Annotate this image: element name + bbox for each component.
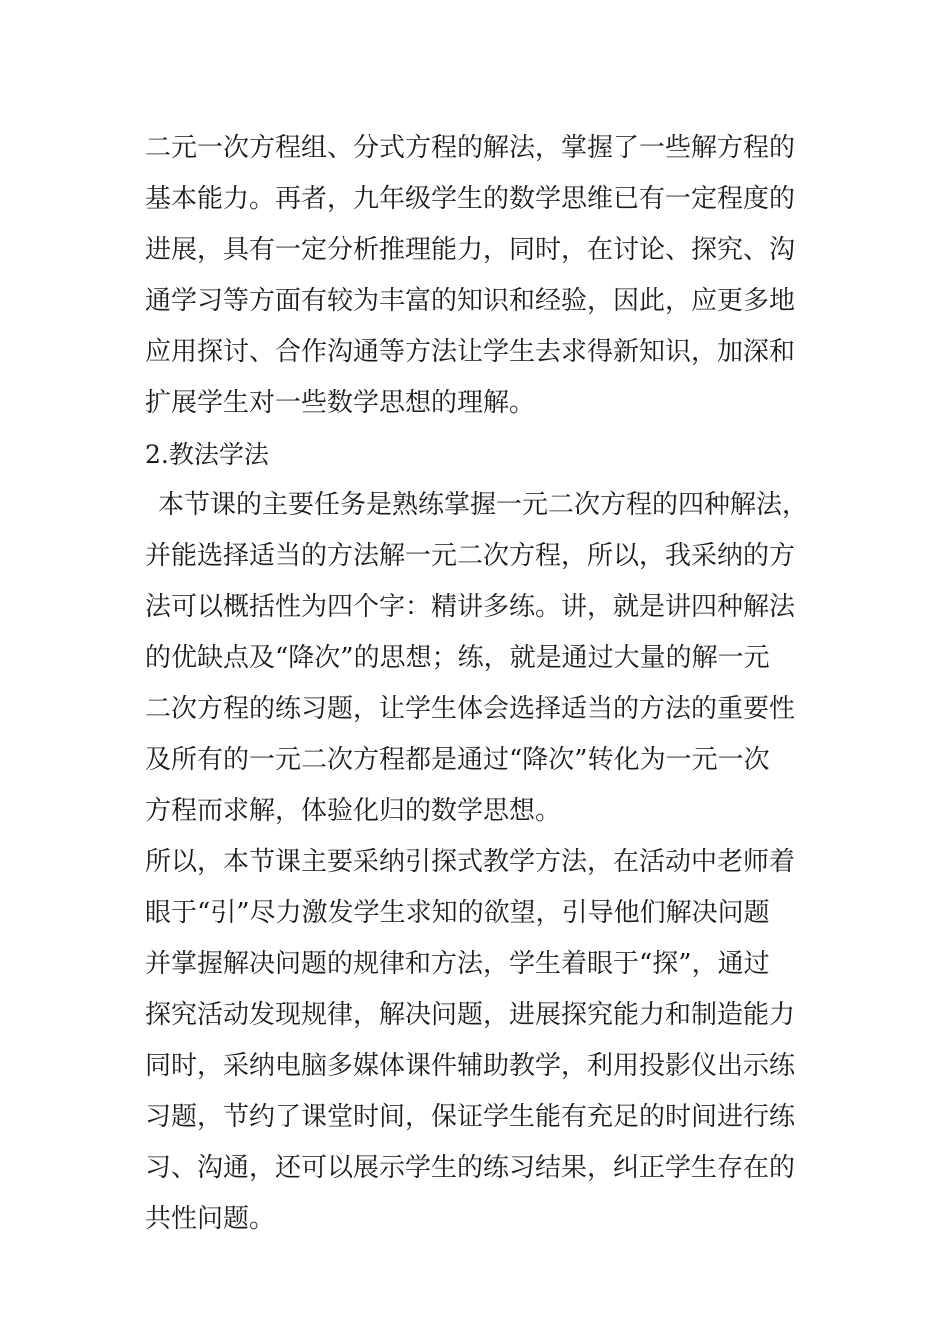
section-heading: 2.教法学法 bbox=[145, 440, 269, 469]
text-line: 探究活动发现规律，解决问题，进展探究能力和制造能力 bbox=[145, 1000, 796, 1030]
text-line: 眼于“引”尽力激发学生求知的欲望，引导他们解决问题 bbox=[145, 898, 770, 928]
text-line: 本节课的主要任务是熟练掌握一元二次方程的四种解法， bbox=[158, 490, 809, 520]
document-body bbox=[145, 123, 815, 1245]
text-line: 应用探讨、合作沟通等方法让学生去求得新知识，加深和 bbox=[145, 337, 796, 367]
text-line: 习、沟通，还可以展示学生的练习结果，纠正学生存在的 bbox=[145, 1153, 796, 1183]
text-line: 并能选择适当的方法解一元二次方程，所以，我采纳的方 bbox=[145, 541, 796, 571]
text-line: 法可以概括性为四个字：精讲多练。讲，就是讲四种解法 bbox=[145, 592, 796, 622]
text-line: 通学习等方面有较为丰富的知识和经验，因此，应更多地 bbox=[145, 286, 796, 316]
text-line: 共性问题。 bbox=[145, 1204, 276, 1234]
text-line: 方程而求解，体验化归的数学思想。 bbox=[145, 796, 562, 826]
text-line: 及所有的一元二次方程都是通过“降次”转化为一元一次 bbox=[145, 745, 770, 775]
text-line: 扩展学生对一些数学思想的理解。 bbox=[145, 388, 536, 418]
text-line: 的优缺点及“降次”的思想；练，就是通过大量的解一元 bbox=[145, 643, 770, 673]
text-line: 进展，具有一定分析推理能力，同时，在讨论、探究、沟 bbox=[145, 235, 796, 265]
text-line: 二元一次方程组、分式方程的解法，掌握了一些解方程的 bbox=[145, 133, 796, 163]
text-line: 并掌握解决问题的规律和方法，学生着眼于“探”，通过 bbox=[145, 949, 770, 979]
text-line: 基本能力。再者，九年级学生的数学思维已有一定程度的 bbox=[145, 184, 796, 214]
text-line: 同时，采纳电脑多媒体课件辅助教学，利用投影仪出示练 bbox=[145, 1051, 796, 1081]
text-line: 习题，节约了课堂时间，保证学生能有充足的时间进行练 bbox=[145, 1102, 796, 1132]
text-line: 二次方程的练习题，让学生体会选择适当的方法的重要性 bbox=[145, 694, 796, 724]
text-line: 所以，本节课主要采纳引探式教学方法，在活动中老师着 bbox=[145, 847, 796, 877]
